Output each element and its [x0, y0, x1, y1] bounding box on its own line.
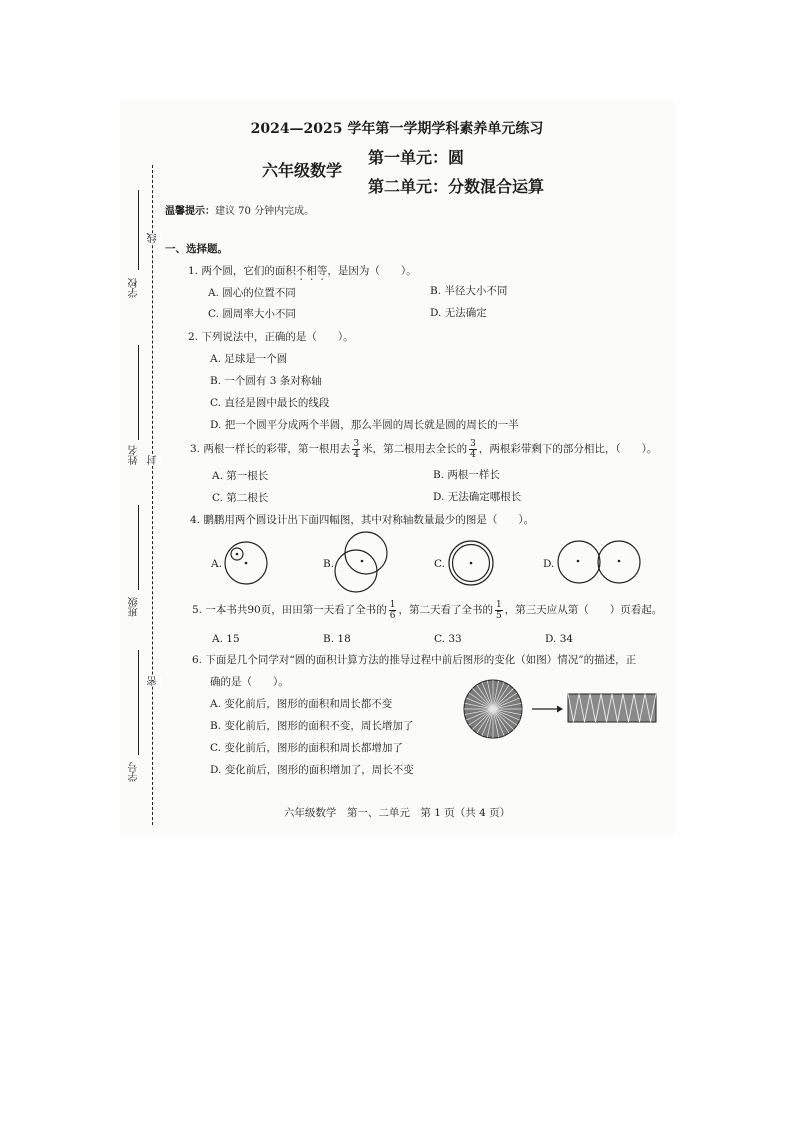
- binding-mark-feng: 封: [148, 455, 159, 465]
- q1-option-d: D. 无法确定: [430, 307, 487, 319]
- name-label: 姓名: [129, 445, 140, 465]
- q3-frac2-num: 3: [470, 438, 476, 449]
- q5-option-c: C. 33: [434, 633, 462, 645]
- q6-figure: [462, 678, 662, 740]
- q6-num: 6.: [192, 654, 203, 666]
- q5-fraction-2: [495, 600, 503, 621]
- q6-option-b: B. 变化前后，图形的面积不变，周长增加了: [210, 720, 414, 732]
- q3-stem-a: 两根一样长的彩带，第一根用去: [203, 443, 351, 455]
- q5-option-d: D. 34: [545, 633, 574, 645]
- q3-fraction-1: [352, 439, 360, 460]
- q3-stem-b: 米，第二根用去全长的: [362, 443, 468, 455]
- school-label: 学校: [129, 278, 140, 298]
- q4-option-a-label: A.: [211, 558, 222, 570]
- unit1-title: 第一单元：圆: [368, 148, 465, 167]
- q1-stem-b: ，是因为（ ）。: [327, 265, 417, 277]
- q5-stem-b: ，第二天看了全书的: [398, 604, 493, 616]
- class-underline: [138, 505, 139, 590]
- q5-fraction-1: [389, 600, 397, 621]
- q3-stem: [190, 437, 657, 461]
- q3-frac2-den: 4: [470, 449, 476, 460]
- q2-option-c: C. 直径是圆中最长的线段: [210, 397, 330, 409]
- q1-option-b: B. 半径大小不同: [430, 285, 508, 297]
- q1-option-a: A. 圆心的位置不同: [208, 287, 296, 299]
- tip-text: 建议 70 分钟内完成。: [215, 206, 315, 217]
- q6-arrow-head: [557, 706, 563, 713]
- q6-option-c: C. 变化前后，图形的面积和周长都增加了: [210, 742, 403, 754]
- q6-rearranged-strip: [568, 694, 656, 722]
- q3-frac1-num: 3: [353, 438, 360, 449]
- binding-dashed-line: [152, 165, 153, 825]
- q3-option-b: B. 两根一样长: [433, 469, 500, 481]
- q2-option-a: A. 足球是一个圆: [210, 353, 288, 365]
- name-underline: [138, 345, 139, 440]
- q3-fraction-2: [469, 439, 477, 460]
- q3-stem-c: ，两根彩带剩下的部分相比，（ ）。: [478, 443, 658, 455]
- q3-option-a: A. 第一根长: [212, 470, 269, 482]
- q4-stem: [190, 513, 534, 527]
- q6-stem-line2: 确的是（ ）。: [210, 676, 289, 688]
- q1-stem-a: 两个圆，它们的面积: [201, 265, 296, 277]
- q1-stem: [188, 264, 417, 283]
- grade-label: 六年级数学: [262, 161, 343, 180]
- q1-num: 1.: [188, 265, 199, 277]
- q6-sectored-circle: [464, 680, 522, 738]
- q6-stem-l1: 下面是几个同学对“圆的面积计算方法的推导过程中前后图形的变化（如图）情况”的描述，正: [205, 654, 637, 666]
- q5-frac1-den: 6: [389, 610, 396, 621]
- tip-label: 温馨提示：: [165, 206, 215, 217]
- q3-option-d: D. 无法确定哪根长: [433, 491, 522, 503]
- q4-figure-d: [556, 538, 642, 586]
- q5-frac1-num: 1: [389, 599, 396, 610]
- q4-stem-text: 鹏鹏用两个圆设计出下面四幅图，其中对称轴数量最少的图是（ ）。: [203, 514, 535, 526]
- q4-figure-c: [446, 538, 496, 588]
- binding-mark-xian: 线: [148, 233, 159, 243]
- q4-option-c-label: C.: [434, 558, 445, 570]
- q1-stem-emph: 不相等: [295, 265, 328, 277]
- q5-frac2-den: 5: [495, 610, 502, 621]
- page-footer: 六年级数学 第一、二单元 第 1 页（共 4 页）: [283, 807, 511, 819]
- q5-option-b: B. 18: [323, 633, 351, 645]
- number-underline: [138, 650, 139, 755]
- q5-stem-a: 一本书共90页，田田第一天看了全书的: [205, 604, 387, 616]
- q4-figure-a: [224, 538, 270, 588]
- q2-num: 2.: [188, 331, 199, 343]
- page-title: 2024—2025 学年第一学期学科素养单元练习: [250, 121, 544, 137]
- q4-option-b-label: B.: [323, 558, 335, 570]
- q6-stem-line1: [192, 653, 636, 667]
- q5-stem-c: ，第三天应从第（ ）页看起。: [504, 604, 663, 616]
- q4-num: 4.: [190, 514, 201, 526]
- q6-strip-outline: [568, 694, 656, 722]
- tip-line: [165, 205, 314, 219]
- q4-figure-b: [332, 530, 390, 594]
- q2-option-b: B. 一个圆有 3 条对称轴: [210, 375, 322, 387]
- q2-stem: [188, 330, 354, 344]
- unit2-title: 第二单元：分数混合运算: [368, 177, 545, 196]
- q2-option-d: D. 把一个圆平分成两个半圆，那么半圆的周长就是圆的周长的一半: [210, 419, 519, 431]
- q4-option-d-label: D.: [543, 558, 555, 570]
- q6-option-d: D. 变化前后，图形的面积增加了，周长不变: [210, 764, 414, 776]
- q3-frac1-den: 4: [353, 449, 360, 460]
- binding-mark-mi: 密: [148, 676, 159, 686]
- number-label: 学号: [129, 762, 140, 782]
- school-underline: [138, 190, 139, 270]
- section1-heading: 一、选择题。: [165, 243, 228, 255]
- q3-option-c: C. 第二根长: [212, 492, 269, 504]
- q5-option-a: A. 15: [212, 633, 240, 645]
- q5-num: 5.: [192, 604, 203, 616]
- class-label: 班级: [129, 597, 140, 617]
- q5-stem: [192, 598, 662, 622]
- q3-num: 3.: [190, 443, 201, 455]
- q5-frac2-num: 1: [495, 599, 502, 610]
- q2-stem-text: 下列说法中，正确的是（ ）。: [201, 331, 354, 343]
- q6-option-a: A. 变化前后，图形的面积和周长都不变: [210, 698, 393, 710]
- q1-option-c: C. 圆周率大小不同: [208, 308, 296, 320]
